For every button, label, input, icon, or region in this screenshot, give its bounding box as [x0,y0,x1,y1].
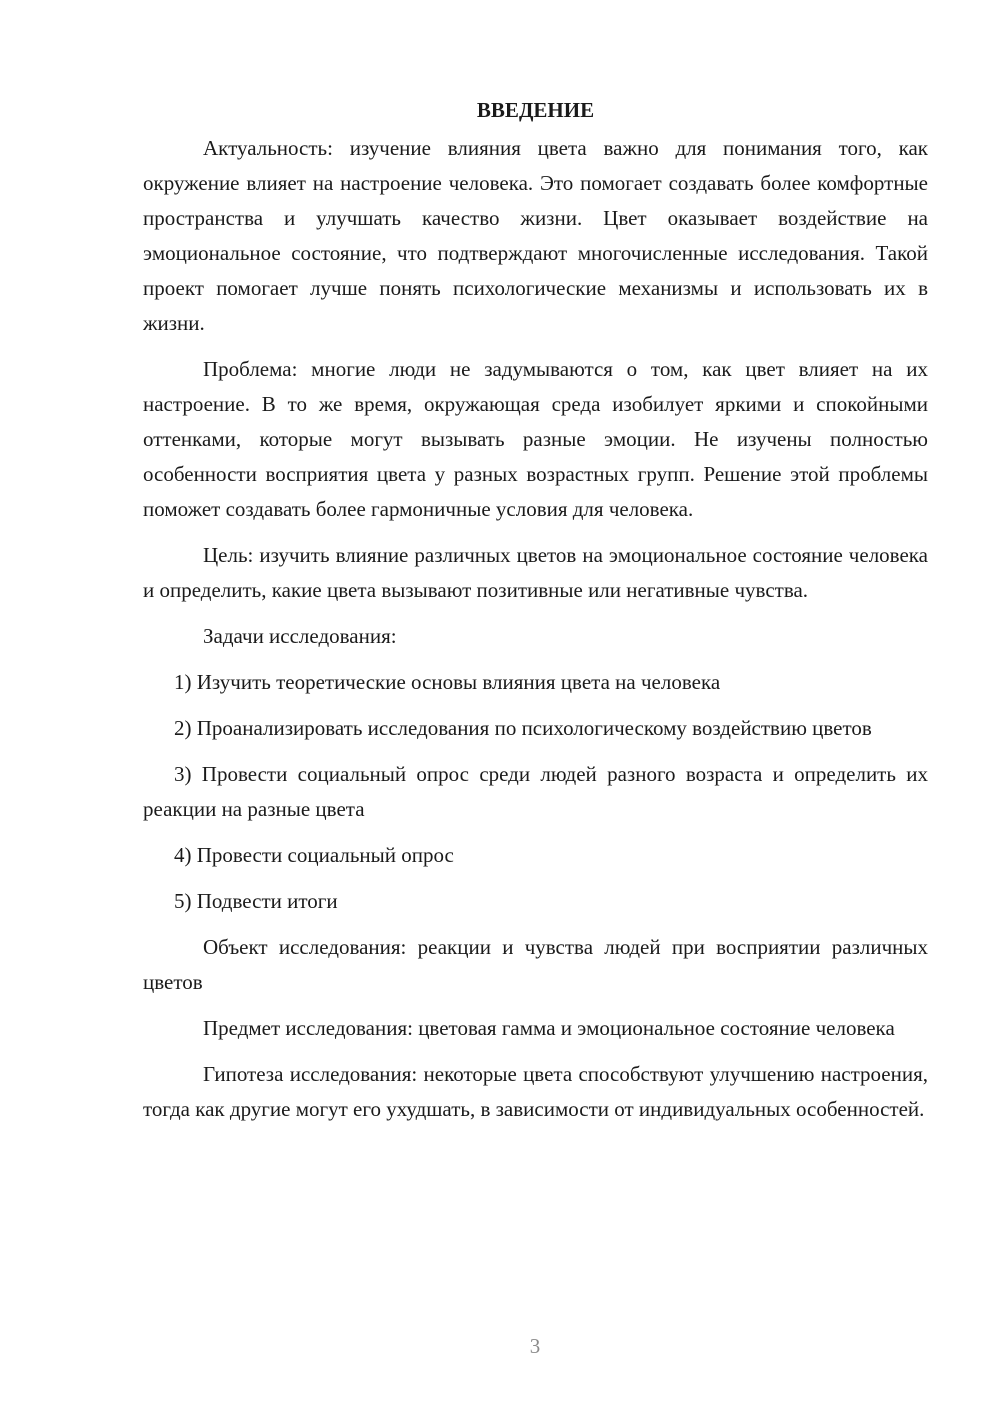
task-item: 4) Провести социальный опрос [174,843,454,867]
task-item: 2) Проанализировать исследования по психологическому воздействию цветов [174,716,872,740]
goal-paragraph: Цель: изучить влияние различных цветов на эмоциональное состояние человека и определить, какие цвета вызывают позитивные или негативные чувства. [143,543,928,602]
problem-paragraph: Проблема: многие люди не задумываются о том, как цвет влияет на их настроение. В то же время, окружающая среда изобилует яркими и спокойными оттенками, которые могут вызывать разные эмоции. Не изучены полностью особенности восприятия цвета у разных возрастных групп. Решение этой проблемы поможет создавать более гармоничные условия для человека. [143,357,928,521]
task-item: 1) Изучить теоретические основы влияния цвета на человека [174,670,721,694]
object-paragraph: Объект исследования: реакции и чувства людей при восприятии различных цветов [143,935,928,994]
tasks-label: Задачи исследования: [203,624,397,648]
task-item: 3) Провести социальный опрос среди людей разного возраста и определить их реакции на разные цвета [143,762,928,821]
task-item: 5) Подвести итоги [174,889,338,913]
page-content [143,92,928,1138]
subject-paragraph: Предмет исследования: цветовая гамма и эмоциональное состояние человека [203,1016,895,1040]
hypothesis-paragraph: Гипотеза исследования: некоторые цвета способствуют улучшению настроения, тогда как другие могут его ухудшать, в зависимости от индивидуальных особенностей. [143,1062,928,1121]
page-number: 3 [529,1334,541,1358]
relevance-paragraph: Актуальность: изучение влияния цвета важно для понимания того, как окружение влияет на настроение человека. Это помогает создавать более комфортные пространства и улучшать качество жизни. Цвет оказывает воздействие на эмоциональное состояние, что подтверждают многочисленные исследования. Такой проект помогает лучше понять психологические механизмы и использовать их в жизни. [143,136,928,335]
section-heading: ВВЕДЕНИЕ [476,98,595,122]
